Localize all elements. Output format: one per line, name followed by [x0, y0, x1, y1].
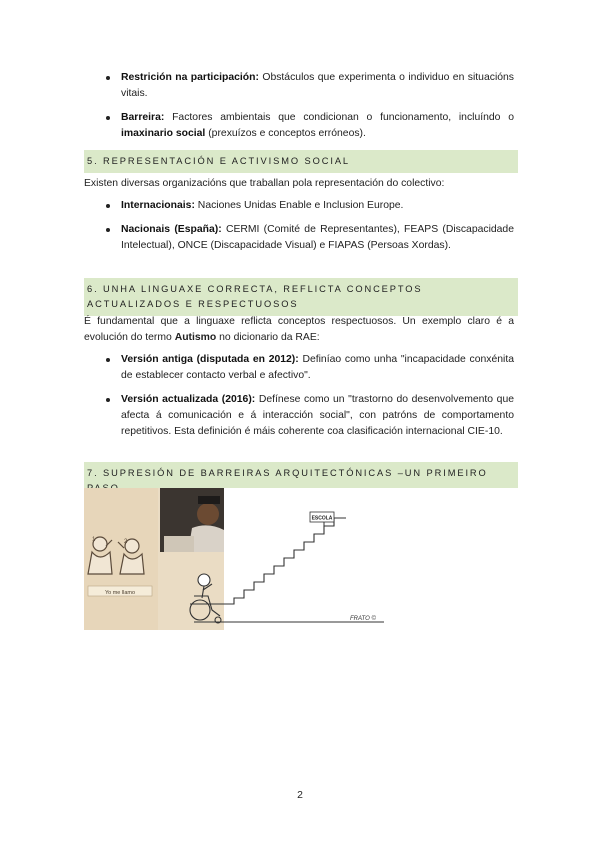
list-item-text: (prexuízos e conceptos erróneos).	[205, 128, 366, 139]
intro-term: Autismo	[174, 332, 217, 343]
section-heading-6: 6. UNHA LINGUAXE CORRECTA, REFLICTA CONCEPTOS ACTUALIZADOS E RESPECTUOSOS	[84, 278, 518, 316]
section-heading-5: 5. REPRESENTACIÓN E ACTIVISMO SOCIAL	[84, 150, 518, 173]
list-item	[98, 352, 514, 384]
photo-person-glasses	[198, 496, 220, 504]
intro-text: É fundamental que a linguaxe reflicta conceptos respectuosos. Un exemplo claro é a evolución do termo	[84, 316, 514, 343]
list-item-term: Restrición na participación:	[121, 72, 259, 83]
list-item-term: Barreira:	[121, 112, 165, 123]
school-sign-label: ESCOLA	[311, 515, 333, 522]
photo-person-head	[197, 503, 219, 525]
list-item-term: imaxinario social	[121, 128, 206, 139]
section-6-intro	[84, 314, 514, 346]
list-item-term: Versión actualizada (2016):	[121, 394, 256, 405]
section-5-intro: Existen diversas organizacións que traballan pola representación do colectivo:	[84, 178, 445, 189]
list-item-text: Obstáculos que experimenta o individuo en situacións vitais.	[121, 72, 514, 99]
list-item-text: Defínese como un "trastorno do desenvolvemento que afecta á comunicación e á interacción social", con patróns de comportamento repetitivos. Esta definición é máis coherente coa clasificación internacional CIE-10.	[121, 394, 515, 437]
svg-text:1: 1	[92, 537, 96, 543]
list-item-text: Naciones Unidas Enable e Inclusion Europe.	[194, 200, 404, 211]
list-item	[98, 222, 514, 254]
definitions-evolution-list	[98, 352, 514, 448]
architectural-barriers-illustration	[84, 488, 518, 630]
list-item-text: CERMI (Comité de Representantes), FEAPS (Discapacidade Intelectual), ONCE (Discapacidade Visual) e FIAPAS (Persoas Xordas).	[121, 224, 514, 251]
list-item-text: Factores ambientais que condicionan o funcionamento, incluíndo o	[164, 112, 514, 123]
list-item	[98, 110, 514, 142]
photo-table	[164, 536, 194, 552]
organizations-list	[98, 198, 514, 262]
svg-text:2: 2	[124, 539, 128, 545]
card-label: Yo me llamo	[104, 590, 136, 596]
intro-text: no dicionario da RAE:	[216, 332, 320, 343]
section-heading-7: 7. SUPRESIÓN DE BARREIRAS ARQUITECTÓNICAS –UN PRIMEIRO	[84, 462, 518, 500]
list-item-text: Definíao como unha "incapacidade conxénita de establecer contacto verbal e afectivo".	[121, 354, 514, 381]
illustration-drawing	[84, 488, 518, 630]
list-item	[98, 392, 514, 440]
list-item-term: Nacionais (España):	[121, 224, 222, 235]
list-item-term: Versión antiga (disputada en 2012):	[121, 354, 299, 365]
illustrator-signature: FRATO ©	[350, 616, 376, 622]
page-number: 2	[297, 790, 303, 801]
list-item	[98, 70, 514, 102]
definitions-list	[98, 70, 514, 150]
list-item-term: Internacionais:	[121, 200, 195, 211]
list-item	[98, 198, 514, 214]
